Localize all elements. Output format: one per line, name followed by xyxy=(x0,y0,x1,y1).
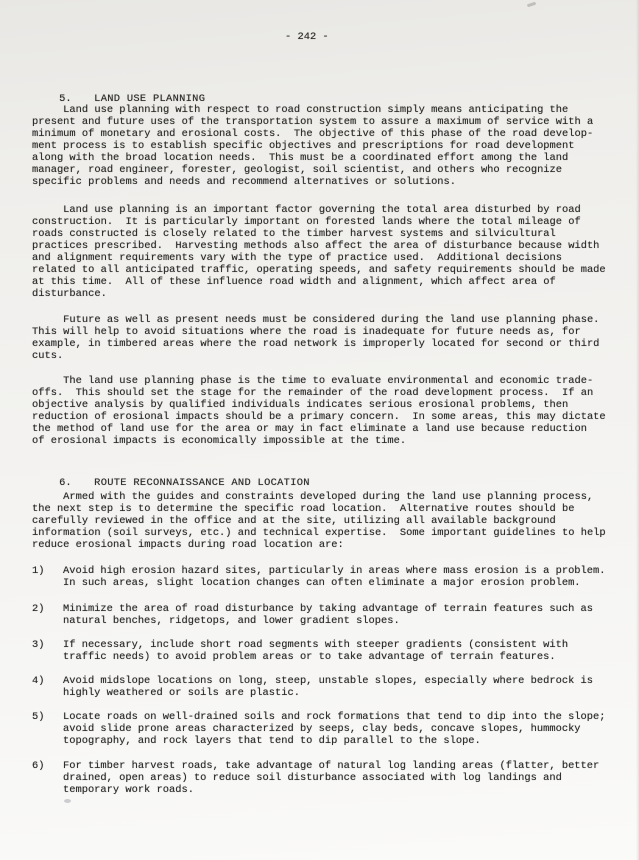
guideline-item-4 xyxy=(32,675,593,699)
scan-artifact-smudge xyxy=(527,2,536,8)
guideline-number: 6) xyxy=(32,760,45,772)
guideline-number: 3) xyxy=(32,639,45,651)
section-title: LAND USE PLANNING xyxy=(94,93,206,105)
guideline-text: For timber harvest roads, take advantage of natural log landing areas (flatter, better drained, open areas) to reduce soil disturbance associated with log landings and temporary work roads. xyxy=(63,760,600,796)
section-title: ROUTE RECONNAISSANCE AND LOCATION xyxy=(94,477,310,489)
guideline-text: Locate roads on well-drained soils and rock formations that tend to dip into the slope; avoid slide prone areas characterized by seeps, clay beds, concave slopes, hummocky topography, and rock layers that tend to dip parallel to the slope. xyxy=(63,711,606,747)
paragraph-land-use-2: Land use planning is an important factor governing the total area disturbed by road construction. It is particularly important on forested lands where the total mileage of roads constructed is closely related to the timber harvest systems and silvicultural practices prescribed. Harvesting methods also affect the area of disturbance because width and alignment requirements vary with the type of practice used. Additional decisions related to all anticipated traffic, operating speeds, and safety requirements should be made at this time. All of these influence road width and alignment, which affect area of disturbance. xyxy=(32,204,606,300)
paragraph-land-use-3: Future as well as present needs must be considered during the land use planning phase. This will help to avoid situations where the road is inadequate for future needs as, for example, in timbered areas where the road network is improperly located for second or third cuts. xyxy=(32,314,600,362)
section-number: 6. xyxy=(59,477,72,489)
guideline-number: 4) xyxy=(32,675,45,687)
page-number: - 242 - xyxy=(285,31,329,43)
scan-artifact-smudge xyxy=(64,799,71,803)
guideline-item-6 xyxy=(32,760,599,796)
section-number: 5. xyxy=(59,93,72,105)
guideline-text: Minimize the area of road disturbance by taking advantage of terrain features such as natural benches, ridgetops, and lower gradient slopes. xyxy=(63,603,594,627)
guideline-item-5 xyxy=(32,711,605,747)
guideline-item-2 xyxy=(32,603,593,627)
guideline-text: If necessary, include short road segments with steeper gradients (consistent with traffic needs) to avoid problem areas or to take advantage of terrain features. xyxy=(63,639,569,663)
paragraph-land-use-4: The land use planning phase is the time to evaluate environmental and economic trade- offs. This should set the stage for the remainder of the road development process. If an objective analysis by qualified individuals indicates serious erosional problems, then reduction of erosional impacts should be a primary concern. In some areas, this may dictate the method of land use for the area or may in fact eliminate a land use because reduction of erosional impacts is economically impossible at the time. xyxy=(32,375,606,447)
guideline-text: Avoid midslope locations on long, steep, unstable slopes, especially where bedrock is highly weathered or soils are plastic. xyxy=(63,675,594,699)
guideline-text: Avoid high erosion hazard sites, particularly in areas where mass erosion is a problem. In such areas, slight location changes can often eliminate a major erosion problem. xyxy=(63,565,606,589)
guideline-item-3 xyxy=(32,639,568,663)
guideline-number: 1) xyxy=(32,565,45,577)
guideline-number: 2) xyxy=(32,603,45,615)
paragraph-land-use-1: Land use planning with respect to road construction simply means anticipating the present and future uses of the transportation system to assure a maximum of service with a minimum of monetary and erosional costs. The objective of this phase of the road develop- ment process is to establish specific objectives and prescriptions for road development along with the broad location needs. This must be a coordinated effort among the land manager, road engineer, forester, geologist, soil scientist, and others who recognize specific problems and needs and recommend alternatives or solutions. xyxy=(32,104,594,188)
guideline-item-1 xyxy=(32,565,605,589)
guideline-number: 5) xyxy=(32,711,45,723)
paragraph-route-1: Armed with the guides and constraints developed during the land use planning process, the next step is to determine the specific road location. Alternative routes should be carefully reviewed in the office and at the site, utilizing all available background information (soil surveys, etc.) and technical expertise. Some important guidelines to help reduce erosional impacts during road location are: xyxy=(32,491,606,551)
